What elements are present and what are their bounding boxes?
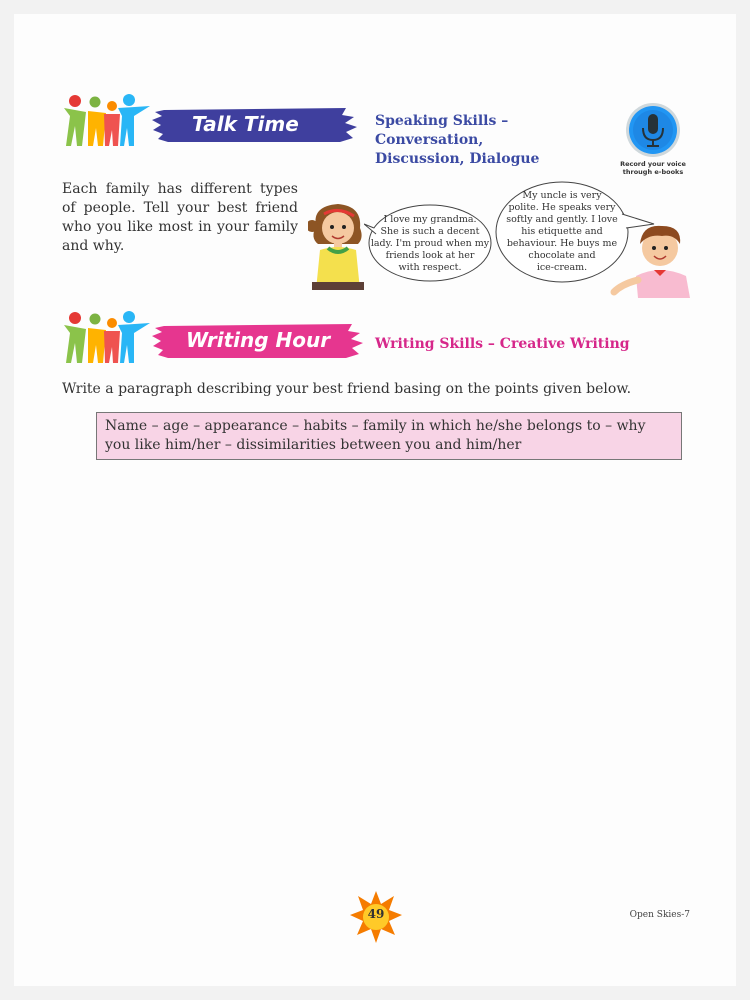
people-group-icon: [62, 311, 152, 366]
bubble-line: softly and gently. I love: [506, 214, 618, 225]
record-voice-label: [610, 160, 696, 176]
talk-time-prompt: Each family has different types of people. Tell your best friend who you like most in your family and why.: [62, 181, 298, 254]
points-box: [96, 412, 682, 460]
bubble-line: ice-cream.: [536, 262, 588, 273]
writing-skills-label: Writing Skills – Creative Writing: [375, 336, 630, 352]
bubble-line: My uncle is very: [522, 190, 602, 201]
microphone-icon[interactable]: [624, 102, 682, 158]
points-text: Name – age – appearance – habits – family in which he/she belongs to – why you like him/her – dissimilarities between you and him/her: [105, 418, 646, 453]
book-title: Open Skies-7: [629, 910, 690, 920]
speaking-skills-label: [375, 112, 539, 169]
record-line: through e-books: [622, 168, 684, 176]
bubble-line: polite. He speaks very: [508, 202, 616, 213]
writing-hour-title: Writing Hour: [186, 328, 331, 352]
page-number: 49: [367, 907, 385, 921]
writing-instruction: Write a paragraph describing your best friend basing on the points given below.: [62, 381, 632, 397]
girl-bubble-text: [366, 214, 494, 274]
skill-line: Conversation,: [375, 132, 484, 148]
bubble-line: lady. I'm proud when my: [370, 238, 490, 249]
bubble-line: I love my grandma.: [383, 214, 477, 225]
bubble-line: his etiquette and: [521, 226, 603, 237]
skill-line: Discussion, Dialogue: [375, 151, 540, 167]
record-line: Record your voice: [620, 160, 686, 168]
girl-illustration: [308, 198, 370, 290]
bubble-line: behaviour. He buys me: [506, 238, 618, 249]
skill-line: Speaking Skills –: [375, 113, 509, 129]
bubble-line: She is such a decent: [380, 226, 480, 237]
talk-time-title: Talk Time: [192, 112, 299, 136]
boy-illustration: [608, 220, 696, 304]
bubble-line: chocolate and: [528, 250, 596, 261]
people-group-icon: [62, 94, 152, 149]
bubble-line: friends look at her: [385, 250, 475, 261]
bubble-line: with respect.: [398, 262, 462, 273]
